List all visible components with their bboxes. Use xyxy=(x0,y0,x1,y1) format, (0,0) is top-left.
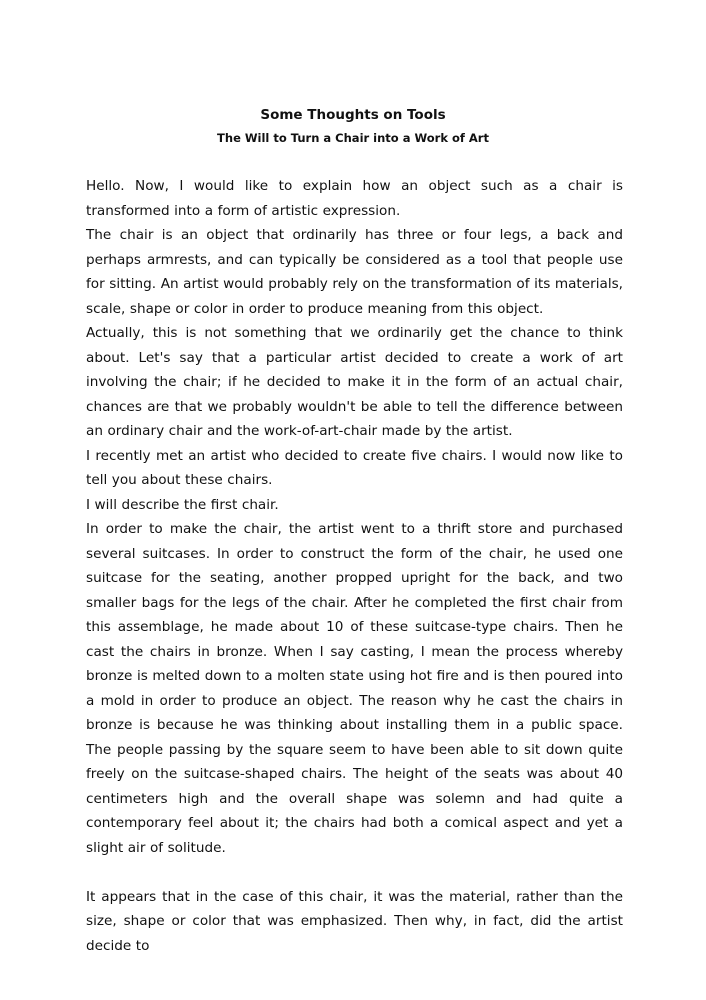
document-title: Some Thoughts on Tools xyxy=(260,107,446,123)
paragraph-first-chair-intro: I will describe the first chair. xyxy=(86,496,279,513)
document-subtitle: The Will to Turn a Chair into a Work of Art xyxy=(217,131,489,145)
paragraph-suitcase-chair: In order to make the chair, the artist went to a thrift store and purchased several suitcases. In order to construct the form of the chair, he used one suitcase for the seating, another propped upright for the back, and two smaller bags for the legs of the chair. After he completed the first chair from this assemblage, he made about 10 of these suitcase-type chairs. Then he cast the chairs in bronze. When I say casting, I mean the process whereby bronze is melted down to a molten state using hot fire and is then poured into a mold in order to produce an object. The reason why he cast the chairs in bronze is because he was thinking about installing them in a public space. The people passing by the square seem to have been able to sit down quite freely on the suitcase-shaped chairs. The height of the seats was about 40 centimeters high and the overall shape was solemn and had quite a contemporary feel about it; the chairs had both a comical aspect and yet a slight air of solitude. xyxy=(86,521,623,856)
paragraph-five-chairs: I recently met an artist who decided to create five chairs. I would now like to tell you about these chairs. xyxy=(86,447,623,488)
paragraph-actual-chair: Actually, this is not something that we ordinarily get the chance to think about. Let's say that a particular artist decided to create a work of art involving the chair; if he decided to make it in the form of an actual chair, chances are that we probably wouldn't be able to tell the difference between an ordinary chair and the work-of-art-chair made by the artist. xyxy=(86,325,623,439)
paragraph-intro: Hello. Now, I would like to explain how an object such as a chair is transformed into a form of artistic expression. xyxy=(86,178,623,219)
paragraph-material-emphasis: It appears that in the case of this chair, it was the material, rather than the size, shape or color that was emphasized. Then why, in fact, did the artist decide to xyxy=(86,888,623,954)
paragraph-chair-definition: The chair is an object that ordinarily has three or four legs, a back and perhaps armrests, and can typically be considered as a tool that people use for sitting. An artist would probably rely on the transformation of its materials, scale, shape or color in order to produce meaning from this object. xyxy=(86,227,623,317)
document-body xyxy=(86,174,623,958)
